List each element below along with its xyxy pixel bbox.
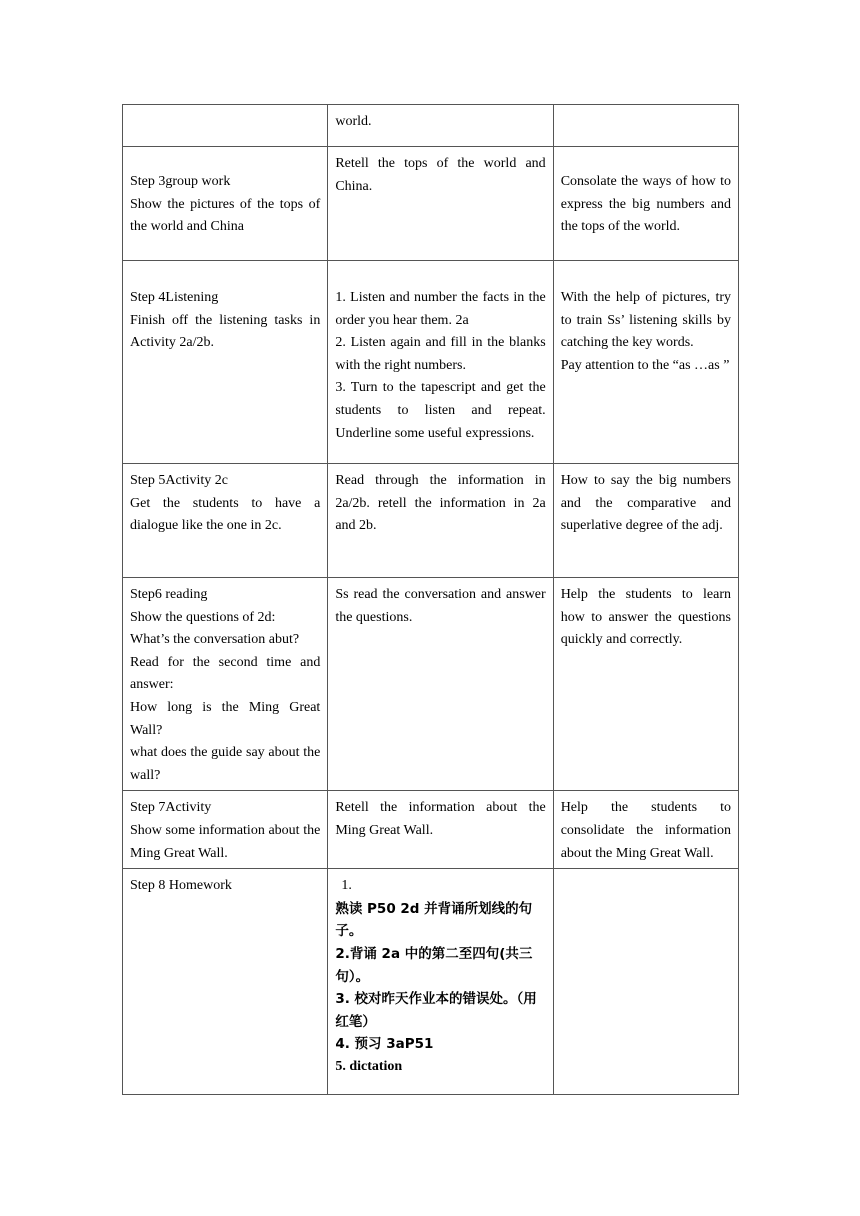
- purpose-cell: [553, 261, 738, 464]
- step-text: what does the guide say about the wall?: [130, 745, 321, 783]
- step-cell: [123, 261, 328, 464]
- step-cell: [123, 464, 328, 578]
- activity-text: Retell the information about the Ming Great Wall.: [335, 800, 546, 838]
- step-cell: [123, 578, 328, 791]
- step-text: What’s the conversation abut?: [130, 632, 300, 648]
- table-row: [123, 261, 739, 464]
- purpose-text: Help the students to consolidate the information about the Ming Great Wall.: [560, 800, 731, 861]
- purpose-text: Consolate the ways of how to express the big numbers and the tops of the world.: [560, 174, 731, 235]
- activity-text: world.: [335, 114, 372, 129]
- activity-cell: [328, 105, 553, 147]
- activity-text: Retell the tops of the world and China.: [335, 156, 546, 194]
- step-title: Step6 reading: [130, 587, 208, 602]
- purpose-cell: [553, 791, 738, 869]
- activity-text: Read through the information in 2a/2b. retell the information in 2a and 2b.: [335, 473, 546, 534]
- step-cell: [123, 791, 328, 869]
- activity-text: Ss read the conversation and answer the questions.: [335, 587, 546, 625]
- step-text: How long is the Ming Great Wall?: [130, 699, 321, 738]
- purpose-text: Help the students to learn how to answer the questions quickly and correctly.: [560, 587, 731, 648]
- homework-item: 1.: [341, 878, 352, 894]
- step-text: Finish off the listening tasks in Activity 2a/2b.: [130, 312, 321, 351]
- table-row: [123, 464, 739, 578]
- homework-item: 5. dictation: [335, 1058, 403, 1074]
- step-cell: [123, 105, 328, 147]
- step-title: Step 4Listening: [130, 290, 219, 305]
- step-text: Read for the second time and answer:: [130, 654, 321, 693]
- purpose-cell: [553, 578, 738, 791]
- activity-cell: [328, 578, 553, 791]
- step-cell: [123, 147, 328, 261]
- step-text: Get the students to have a dialogue like the one in 2c.: [130, 495, 321, 534]
- activity-cell: [328, 464, 553, 578]
- step-title: Step 3group work: [130, 174, 231, 190]
- step-text: Show some information about the Ming Great Wall.: [130, 822, 321, 861]
- table-row: [123, 578, 739, 791]
- step-title: Step 7Activity: [130, 800, 212, 816]
- homework-item: 2.背诵 2a 中的第二至四句(共三句）。: [335, 945, 533, 985]
- purpose-cell: [553, 464, 738, 578]
- homework-item: 熟读 P50 2d 并背诵所划线的句子。: [335, 900, 533, 940]
- homework-item: 4. 预习 3aP51: [335, 1036, 434, 1053]
- step-title: Step 5Activity 2c: [130, 473, 228, 488]
- activity-cell: [328, 147, 553, 261]
- purpose-text: How to say the big numbers and the comparative and superlative degree of the adj.: [560, 473, 731, 534]
- table-row: [123, 791, 739, 869]
- activity-text: 3. Turn to the tapescript and get the students to listen and repeat. Underline some useful expressions.: [335, 380, 546, 441]
- purpose-text: Pay attention to the “as …as ”: [560, 357, 730, 373]
- activity-cell: [328, 261, 553, 464]
- activity-text: 2. Listen again and fill in the blanks with the right numbers.: [335, 335, 546, 373]
- activity-text: 1. Listen and number the facts in the order you hear them. 2a: [335, 290, 546, 328]
- step-cell: [123, 869, 328, 1095]
- step-text: Show the pictures of the tops of the world and China: [130, 196, 321, 235]
- purpose-text: With the help of pictures, try to train Ss’ listening skills by catching the key words.: [560, 290, 731, 351]
- activity-cell: [328, 791, 553, 869]
- table-row: [123, 147, 739, 261]
- purpose-cell: [553, 869, 738, 1095]
- table-row: [123, 105, 739, 147]
- purpose-cell: [553, 147, 738, 261]
- step-text: Show the questions of 2d:: [130, 609, 276, 625]
- table-row: [123, 869, 739, 1095]
- purpose-cell: [553, 105, 738, 147]
- homework-item: 3. 校对昨天作业本的错误处。（用红笔）: [335, 991, 537, 1030]
- lesson-plan-table: [122, 104, 739, 1095]
- step-title: Step 8 Homework: [130, 878, 232, 894]
- homework-cell: [328, 869, 553, 1095]
